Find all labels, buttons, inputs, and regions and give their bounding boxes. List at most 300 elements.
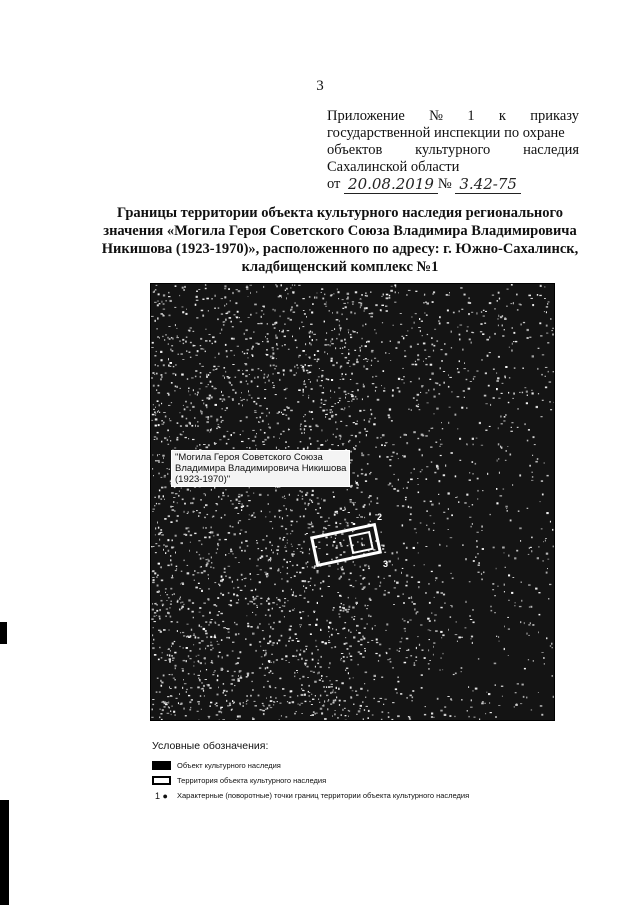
- map-speckle: [175, 552, 176, 554]
- map-speckle: [248, 438, 250, 439]
- map-speckle: [513, 332, 515, 334]
- map-speckle: [362, 325, 363, 327]
- map-speckle: [323, 527, 326, 529]
- map-speckle: [290, 691, 292, 693]
- map-speckle: [341, 353, 343, 354]
- map-speckle: [522, 684, 524, 686]
- map-speckle: [292, 291, 295, 292]
- map-speckle: [317, 649, 319, 651]
- map-speckle: [225, 489, 226, 490]
- map-speckle: [180, 425, 182, 426]
- map-speckle: [255, 705, 258, 706]
- map-speckle: [165, 701, 166, 702]
- map-speckle: [389, 648, 391, 649]
- map-speckle: [158, 630, 161, 631]
- map-speckle: [395, 688, 397, 690]
- map-speckle: [172, 575, 173, 577]
- map-speckle: [302, 580, 304, 582]
- map-speckle: [206, 329, 207, 330]
- map-speckle: [367, 642, 369, 643]
- map-speckle: [157, 365, 158, 366]
- map-speckle: [252, 689, 254, 690]
- map-speckle: [168, 365, 170, 367]
- map-speckle: [335, 538, 336, 539]
- map-speckle: [227, 628, 230, 629]
- map-speckle: [552, 529, 553, 531]
- map-speckle: [223, 322, 225, 323]
- map-speckle: [331, 686, 334, 687]
- map-speckle: [368, 497, 370, 498]
- map-speckle: [372, 383, 375, 384]
- map-speckle: [360, 705, 362, 707]
- map-speckle: [151, 717, 153, 718]
- map-speckle: [411, 596, 412, 598]
- map-speckle: [334, 391, 335, 393]
- map-speckle: [405, 630, 406, 632]
- map-speckle: [304, 663, 306, 665]
- map-speckle: [180, 388, 181, 389]
- map-speckle: [385, 699, 387, 700]
- map-speckle: [528, 659, 529, 660]
- map-speckle: [155, 535, 156, 536]
- map-speckle: [154, 302, 157, 303]
- map-speckle: [411, 316, 412, 317]
- map-speckle: [300, 365, 302, 366]
- map-speckle: [349, 710, 351, 711]
- map-speckle: [315, 666, 316, 668]
- map-speckle: [368, 568, 370, 570]
- map-speckle: [546, 325, 548, 327]
- map-speckle: [422, 649, 424, 651]
- map-speckle: [292, 610, 294, 611]
- map-speckle: [213, 536, 215, 537]
- map-speckle: [300, 424, 301, 425]
- map-speckle: [553, 696, 554, 698]
- map-speckle: [261, 316, 262, 318]
- map-speckle: [421, 385, 423, 387]
- map-speckle: [227, 655, 229, 657]
- map-speckle: [234, 508, 236, 509]
- map-speckle: [386, 310, 388, 312]
- map-speckle: [348, 330, 350, 331]
- map-speckle: [177, 422, 179, 423]
- map-speckle: [352, 301, 354, 302]
- map-speckle: [290, 410, 293, 412]
- map-speckle: [159, 618, 161, 620]
- map-speckle: [310, 324, 313, 325]
- map-speckle: [204, 658, 206, 659]
- map-speckle: [281, 284, 283, 286]
- map-speckle: [283, 606, 285, 607]
- map-speckle: [158, 503, 160, 504]
- map-speckle: [526, 391, 528, 393]
- map-speckle: [536, 406, 538, 408]
- map-speckle: [195, 370, 197, 372]
- map-speckle: [270, 670, 271, 672]
- map-speckle: [279, 720, 280, 721]
- map-speckle: [494, 612, 496, 613]
- map-speckle: [181, 415, 183, 417]
- map-speckle: [183, 636, 185, 637]
- map-speckle: [368, 615, 369, 617]
- map-speckle: [351, 395, 354, 397]
- map-speckle: [415, 660, 417, 661]
- map-speckle: [239, 651, 241, 653]
- map-speckle: [217, 421, 218, 422]
- map-speckle: [234, 685, 235, 686]
- map-speckle: [365, 672, 368, 674]
- map-speckle: [228, 566, 231, 567]
- map-speckle: [231, 384, 233, 385]
- map-speckle: [196, 510, 198, 511]
- map-speckle: [336, 557, 339, 558]
- map-speckle: [426, 525, 427, 526]
- map-speckle: [240, 676, 241, 677]
- map-speckle: [408, 290, 411, 291]
- map-speckle: [309, 499, 310, 501]
- map-speckle: [430, 447, 432, 448]
- map-speckle: [460, 287, 462, 288]
- map-speckle: [350, 485, 352, 487]
- map-speckle: [285, 447, 286, 449]
- map-speckle: [422, 335, 423, 336]
- map-speckle: [157, 585, 159, 587]
- map-speckle: [234, 533, 236, 535]
- map-speckle: [350, 379, 351, 380]
- map-speckle: [349, 653, 350, 655]
- map-speckle: [252, 633, 255, 635]
- map-speckle: [504, 626, 505, 628]
- map-speckle: [381, 305, 384, 306]
- map-speckle: [163, 457, 164, 459]
- map-speckle: [493, 369, 495, 370]
- map-speckle: [418, 492, 420, 494]
- map-speckle: [285, 716, 287, 717]
- map-speckle: [433, 643, 435, 644]
- map-speckle: [329, 418, 331, 420]
- map-speckle: [234, 587, 235, 589]
- scan-edge-mark: [0, 622, 7, 644]
- map-speckle: [412, 602, 414, 603]
- map-speckle: [309, 701, 310, 702]
- map-speckle: [216, 605, 218, 606]
- map-speckle: [309, 695, 310, 696]
- map-speckle: [329, 636, 330, 638]
- map-speckle: [332, 692, 334, 694]
- map-speckle: [177, 630, 178, 632]
- map-speckle: [285, 550, 287, 552]
- map-speckle: [461, 699, 462, 700]
- map-speckle: [326, 686, 327, 688]
- map-speckle: [472, 642, 473, 644]
- map-speckle: [445, 465, 446, 467]
- map-speckle: [195, 636, 197, 638]
- map-speckle: [393, 604, 395, 605]
- map-speckle: [263, 307, 265, 308]
- map-speckle: [353, 364, 356, 366]
- map-speckle: [217, 318, 219, 320]
- map-speckle: [252, 612, 253, 613]
- map-speckle: [183, 660, 186, 661]
- map-speckle: [194, 580, 195, 581]
- map-speckle: [362, 538, 363, 540]
- map-speckle: [299, 572, 301, 574]
- map-speckle: [404, 356, 406, 358]
- map-speckle: [485, 403, 487, 404]
- map-speckle: [490, 712, 492, 713]
- map-speckle: [473, 444, 474, 446]
- map-speckle: [375, 387, 377, 388]
- map-speckle: [222, 401, 223, 402]
- map-speckle: [241, 509, 242, 511]
- map-speckle: [527, 508, 529, 509]
- map-speckle: [246, 676, 248, 677]
- map-speckle: [179, 412, 180, 413]
- map-speckle: [444, 382, 445, 384]
- map-speckle: [350, 632, 351, 633]
- map-speckle: [238, 503, 240, 504]
- map-speckle: [397, 490, 399, 492]
- map-speckle: [157, 678, 159, 679]
- map-speckle: [175, 667, 176, 669]
- map-speckle: [309, 358, 310, 359]
- map-speckle: [430, 364, 433, 366]
- map-speckle: [226, 407, 228, 409]
- map-speckle: [229, 553, 230, 554]
- map-speckle: [215, 295, 216, 297]
- map-speckle: [477, 498, 478, 499]
- map-speckle: [356, 399, 358, 400]
- map-speckle: [498, 636, 499, 638]
- map-speckle: [208, 574, 210, 576]
- map-speckle: [314, 612, 315, 613]
- map-speckle: [239, 547, 241, 549]
- map-speckle: [222, 719, 225, 720]
- map-speckle: [250, 644, 252, 646]
- map-speckle: [205, 663, 206, 665]
- map-speckle: [339, 400, 340, 401]
- map-speckle: [169, 315, 171, 317]
- map-speckle: [230, 382, 231, 384]
- map-speckle: [325, 642, 328, 644]
- map-speckle: [347, 362, 350, 364]
- map-speckle: [260, 603, 262, 605]
- map-speckle: [459, 438, 461, 440]
- map-speckle: [188, 655, 189, 657]
- map-speckle: [371, 413, 373, 415]
- map-speckle: [527, 337, 529, 339]
- map-speckle: [322, 410, 324, 412]
- map-speckle: [236, 624, 238, 626]
- map-speckle: [362, 516, 363, 518]
- map-speckle: [173, 678, 175, 679]
- map-speckle: [541, 374, 543, 376]
- map-speckle: [408, 649, 410, 651]
- map-speckle: [212, 343, 213, 344]
- map-speckle: [169, 661, 171, 663]
- map-speckle: [159, 454, 161, 455]
- map-speckle: [260, 557, 262, 559]
- map-speckle: [338, 402, 340, 403]
- map-speckle: [370, 599, 372, 601]
- map-speckle: [321, 712, 323, 714]
- map-speckle: [215, 704, 216, 705]
- map-speckle: [280, 433, 281, 434]
- map-speckle: [344, 700, 347, 701]
- map-speckle: [548, 302, 550, 303]
- map-speckle: [194, 674, 195, 675]
- map-speckle: [356, 630, 357, 631]
- map-speckle: [175, 386, 176, 388]
- map-speckle: [347, 489, 348, 490]
- map-speckle: [171, 402, 172, 403]
- map-speckle: [331, 559, 333, 561]
- map-speckle: [552, 334, 553, 336]
- map-speckle: [441, 592, 444, 594]
- map-speckle: [310, 715, 312, 716]
- map-speckle: [324, 718, 327, 720]
- map-speckle: [379, 655, 381, 657]
- map-speckle: [274, 516, 276, 518]
- map-speckle: [205, 527, 207, 528]
- map-speckle: [237, 311, 239, 313]
- map-speckle: [154, 621, 156, 622]
- map-speckle: [458, 371, 460, 373]
- map-speckle: [498, 705, 500, 706]
- map-speckle: [223, 669, 224, 670]
- map-speckle: [217, 679, 219, 681]
- map-speckle: [156, 285, 158, 286]
- map-speckle: [265, 652, 267, 654]
- map-speckle: [339, 325, 340, 327]
- map-speckle: [228, 532, 230, 534]
- map-speckle: [504, 584, 505, 586]
- map-speckle: [330, 409, 333, 411]
- map-speckle: [359, 441, 360, 442]
- map-speckle: [201, 682, 203, 683]
- map-speckle: [378, 361, 379, 362]
- map-speckle: [341, 314, 342, 316]
- map-speckle: [208, 624, 210, 625]
- map-speckle: [181, 602, 183, 603]
- legend-point-symbol: 1 ●: [155, 790, 168, 801]
- map-speckle: [160, 529, 162, 531]
- map-speckle: [325, 414, 327, 415]
- map-speckle: [360, 688, 362, 690]
- map-speckle: [254, 517, 256, 518]
- map-speckle: [517, 683, 519, 684]
- map-speckle: [341, 682, 343, 684]
- map-speckle: [473, 378, 474, 380]
- map-speckle: [520, 621, 521, 623]
- map-speckle: [289, 629, 292, 631]
- map-speckle: [498, 427, 499, 429]
- map-speckle: [394, 587, 396, 588]
- map-speckle: [311, 388, 313, 390]
- legend-item: Объект культурного наследия: [152, 758, 572, 773]
- map-speckle: [303, 391, 304, 393]
- map-speckle: [438, 393, 440, 394]
- map-speckle: [408, 597, 410, 599]
- map-speckle: [225, 695, 227, 696]
- map-speckle: [492, 583, 494, 585]
- map-speckle: [272, 602, 275, 603]
- map-speckle: [279, 510, 280, 512]
- map-speckle: [397, 692, 398, 694]
- map-speckle: [158, 534, 160, 536]
- map-speckle: [205, 351, 206, 353]
- map-speckle: [152, 342, 154, 344]
- map-speckle: [312, 490, 314, 492]
- map-speckle: [168, 405, 170, 406]
- map-speckle: [165, 592, 166, 593]
- map-speckle: [481, 703, 484, 705]
- map-speckle: [206, 564, 208, 566]
- map-speckle: [193, 511, 194, 513]
- map-speckle: [513, 302, 514, 304]
- map-speckle: [160, 567, 161, 568]
- map-speckle: [263, 650, 265, 651]
- map-speckle: [198, 583, 200, 584]
- map-speckle: [279, 516, 280, 518]
- map-speckle: [235, 302, 237, 304]
- map-speckle: [193, 635, 196, 636]
- map-speckle: [267, 341, 269, 343]
- map-speckle: [170, 559, 171, 561]
- map-speckle: [251, 380, 253, 382]
- map-speckle: [197, 687, 199, 689]
- map-speckle: [511, 422, 513, 423]
- map-speckle: [397, 715, 400, 717]
- map-speckle: [317, 441, 319, 442]
- map-speckle: [431, 373, 433, 375]
- map-speckle: [218, 624, 220, 625]
- map-speckle: [413, 603, 416, 605]
- map-speckle: [222, 408, 223, 410]
- map-speckle: [390, 341, 391, 343]
- map-speckle: [205, 648, 206, 650]
- map-speckle: [192, 502, 194, 504]
- map-speckle: [284, 336, 286, 338]
- map-speckle: [242, 373, 244, 375]
- map-speckle: [246, 703, 247, 704]
- map-speckle: [155, 527, 156, 529]
- map-speckle: [227, 671, 229, 672]
- map-speckle: [344, 628, 346, 630]
- map-speckle: [301, 688, 302, 689]
- map-speckle: [221, 576, 223, 578]
- map-speckle: [181, 542, 184, 544]
- map-speckle: [377, 399, 380, 401]
- map-speckle: [540, 501, 541, 502]
- map-speckle: [163, 304, 165, 305]
- map-speckle: [411, 472, 412, 473]
- map-speckle: [328, 667, 329, 668]
- map-speckle: [331, 330, 333, 331]
- map-speckle: [313, 711, 315, 713]
- map-speckle: [159, 404, 160, 406]
- map-speckle: [365, 324, 366, 326]
- map-speckle: [161, 403, 162, 404]
- map-speckle: [373, 698, 375, 699]
- map-speckle: [271, 356, 274, 357]
- map-speckle: [318, 542, 320, 543]
- map-speckle: [401, 379, 403, 380]
- map-speckle: [479, 719, 480, 721]
- map-speckle: [292, 555, 294, 557]
- map-speckle: [170, 440, 171, 441]
- map-speckle: [382, 434, 385, 436]
